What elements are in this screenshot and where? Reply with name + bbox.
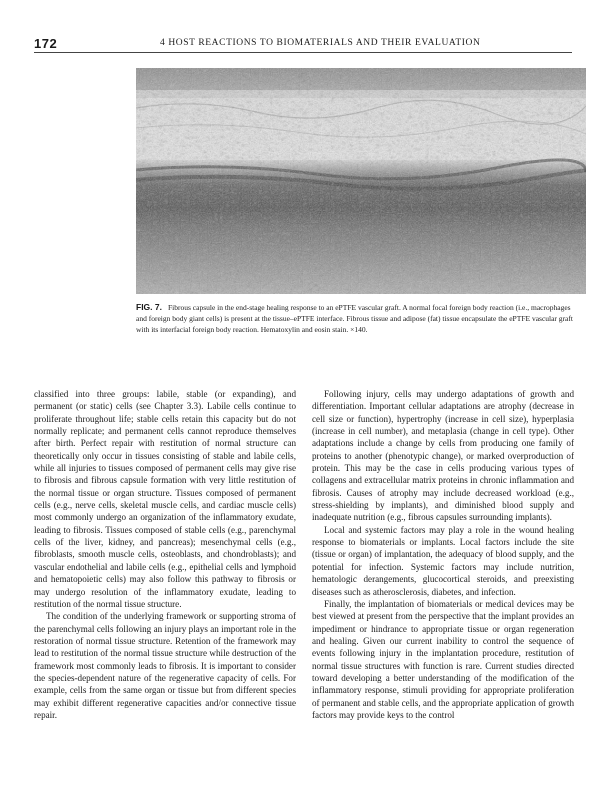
- paragraph: Local and systemic factors may play a role in the wound healing response to biomaterials or implants. Local factors include the site (tissue or organ) of implantation, the adequacy of blood supply, and the potential for infection. Systemic factors may include nutrition, hematologic derangements, glucocortical steroids, and preexisting diseases such as atherosclerosis, diabetes, and infection.: [312, 524, 574, 597]
- figure-caption: [136, 302, 580, 335]
- running-head: 4 HOST REACTIONS TO BIOMATERIALS AND THEIR EVALUATION: [160, 38, 481, 48]
- micrograph-figure: [136, 68, 586, 294]
- paragraph: classified into three groups: labile, stable (or expanding), and permanent (or static) cells (see Chapter 3.3). Labile cells continue to proliferate throughout life; stable cells retain this capacity but do not normally replicate; and permanent cells cannot reproduce themselves after birth. Perfect repair with restitution of normal structure can theoretically only occur in tissues consisting of stable and labile cells, while all injuries to tissues composed of permanent cells may give rise to fibrosis and fibrous capsule formation with very little restitution of the normal tissue or organ structure. Tissues composed of permanent cells (e.g., nerve cells, skeletal muscle cells, and cardiac muscle cells) most commonly undergo an organization of the inflammatory exudate, leading to fibrosis. Tissues composed of stable cells (e.g., parenchymal cells of the liver, kidney, and pancreas); mesenchymal cells (e.g., fibroblasts, smooth muscle cells, osteoblasts, and chondroblasts); and vascular endothelial and labile cells (e.g., epithelial cells and lymphoid and hematopoietic cells) may also follow this pathway to fibrosis or may undergo resolution of the inflammatory exudate, leading to restitution of the normal tissue structure.: [34, 389, 296, 609]
- left-column: [34, 388, 296, 721]
- paragraph: The condition of the underlying framework or supporting stroma of the parenchymal cells following an injury plays an important role in the restoration of normal tissue structure. Retention of the framework may lead to restitution of the normal tissue structure while destruction of the framework most commonly leads to fibrosis. It is important to consider the species-dependent nature of the regenerative capacity of cells. For example, cells from the same organ or tissue but from different species may exhibit different regenerative capacities and/or connective tissue repair.: [34, 611, 296, 720]
- paragraph: Following injury, cells may undergo adaptations of growth and differentiation. Important cellular adaptations are atrophy (decrease in cell size or function), hypertrophy (increase in cell size), hyperplasia (increase in cell number), and metaplasia (change in cell type). Other adaptations include a change by cells from producing one family of proteins to another (phenotypic change), or marked overproduction of protein. This may be the case in cells producing various types of collagens and extracellular matrix proteins in chronic inflammation and fibrosis. Causes of atrophy may include decreased workload (e.g., stress-shielding by implants), and diminished blood supply and inadequate nutrition (e.g., fibrous capsules surrounding implants).: [312, 389, 574, 523]
- paragraph: Finally, the implantation of biomaterials or medical devices may be best viewed at present from the perspective that the implant provides an impediment or hindrance to appropriate tissue or organ regeneration and healing. Given our current inability to control the sequence of events following injury in the implantation procedure, restitution of normal tissue structures with function is rare. Current studies directed toward developing a better understanding of the modification of the inflammatory response, stimuli providing for appropriate proliferation of permanent and stable cells, and the appropriate application of growth factors may provide keys to the control: [312, 598, 574, 720]
- figure-caption-text: Fibrous capsule in the end-stage healing response to an ePTFE vascular graft. A normal focal foreign body reaction (i.e., macrophages and foreign body giant cells) is present at the tissue–ePTFE interface. Fibrous tissue and adipose (fat) tissue encapsulate the ePTFE vascular graft with its interfacial foreign body reaction. Hematoxylin and eosin stain. ×140.: [136, 303, 573, 334]
- page-number: 172: [34, 36, 58, 51]
- micrograph-image: [136, 68, 586, 294]
- header-rule: [34, 52, 572, 53]
- figure-label: FIG. 7.: [136, 302, 162, 312]
- right-column: [312, 388, 574, 721]
